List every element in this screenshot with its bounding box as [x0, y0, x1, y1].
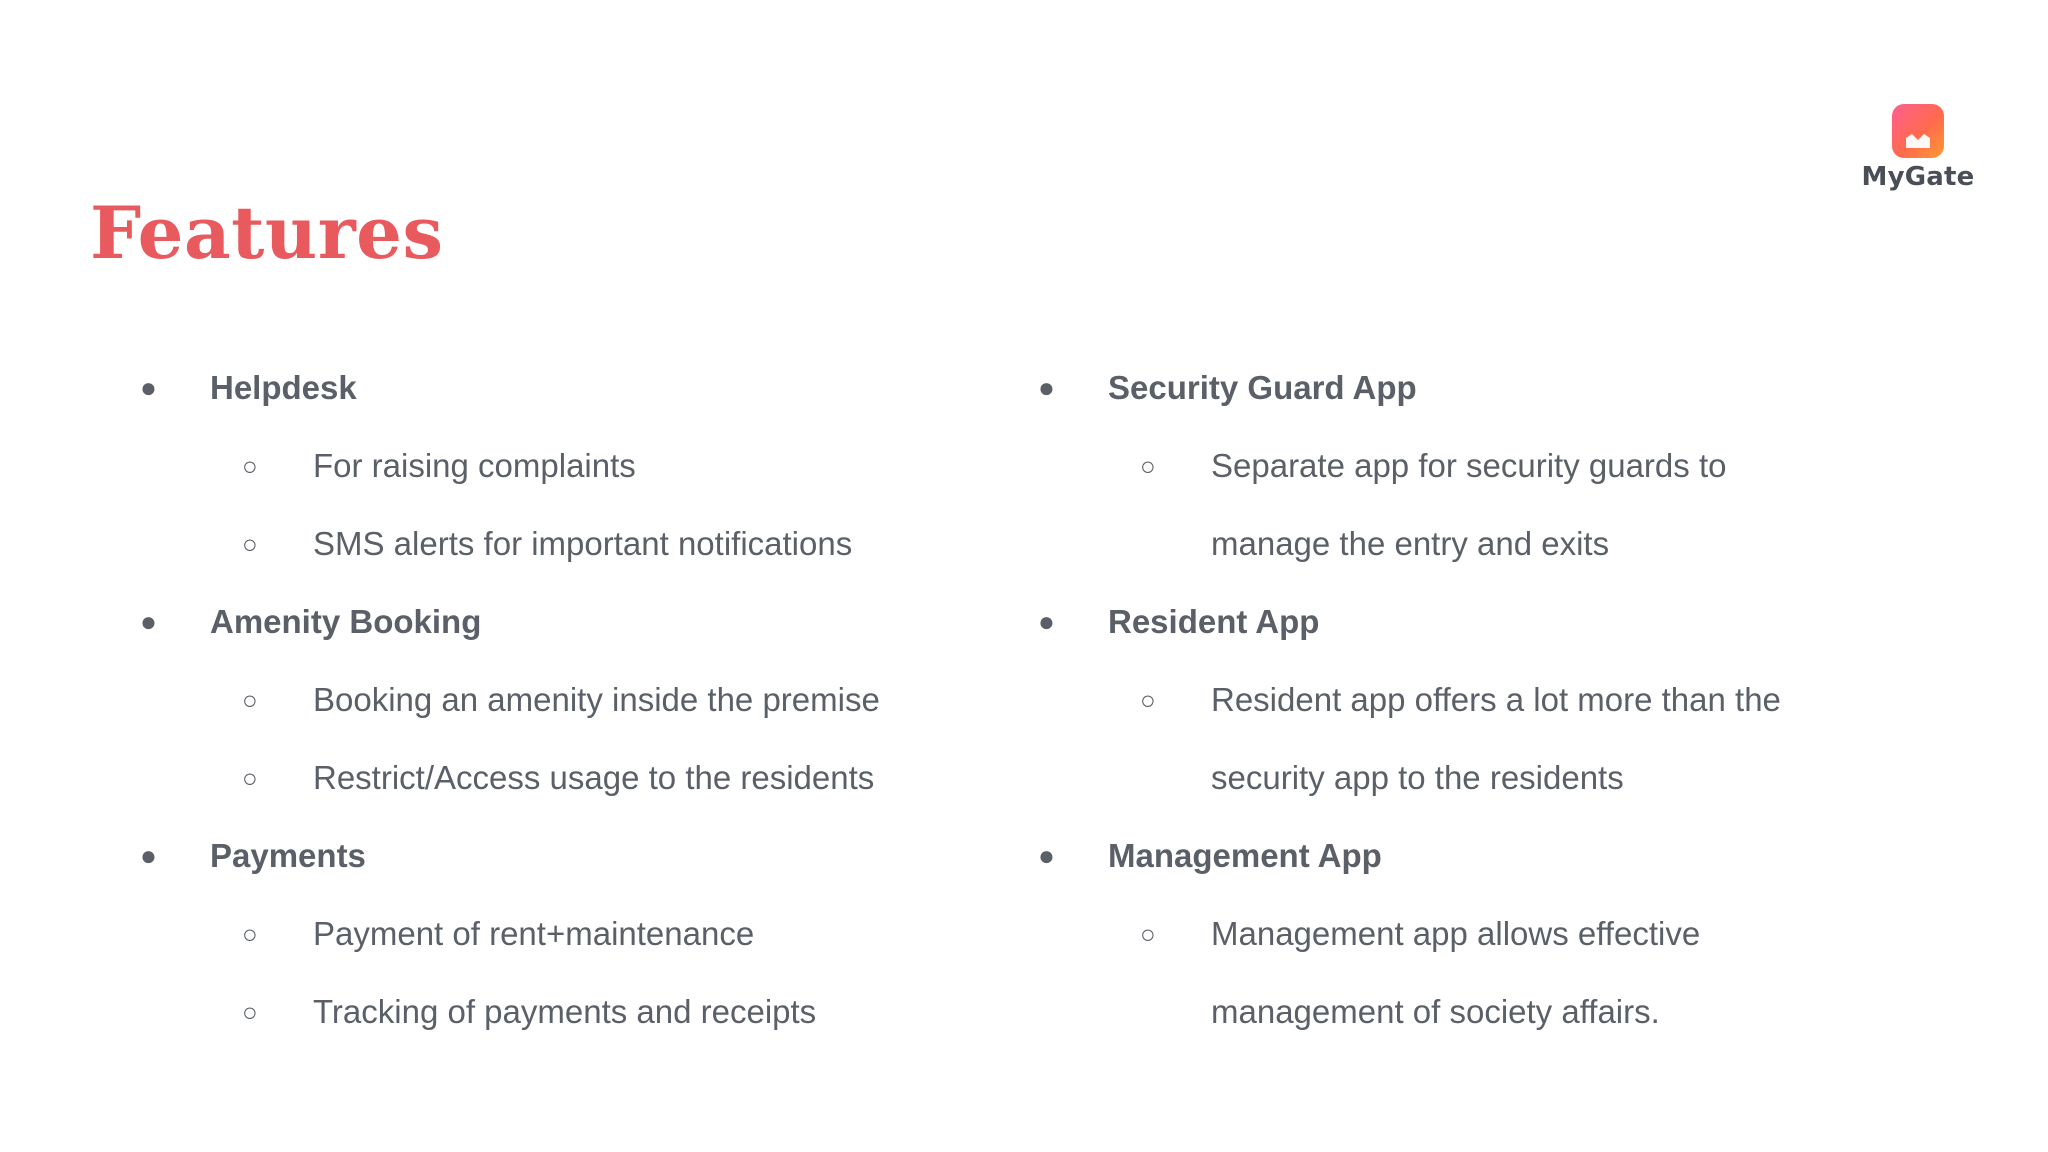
bullet-icon: ●: [140, 372, 157, 403]
feature-heading: Helpdesk: [210, 369, 357, 406]
list-subitem-continuation: [1038, 739, 1878, 817]
bullet-icon: ●: [1038, 606, 1055, 637]
feature-heading: Security Guard App: [1108, 369, 1417, 406]
feature-detail: Management app allows effective: [1211, 915, 1701, 952]
list-subitem: [1038, 895, 1878, 973]
slide-title: Features: [90, 190, 444, 275]
mygate-logo: [1858, 104, 1978, 192]
feature-detail: Booking an amenity inside the premise: [313, 681, 880, 718]
list-subitem: [140, 505, 980, 583]
list-item: [1038, 349, 1878, 427]
sub-bullet-icon: ○: [242, 529, 258, 559]
sub-bullet-icon: ○: [242, 685, 258, 715]
sub-bullet-icon: ○: [1140, 685, 1156, 715]
bullet-icon: ●: [140, 606, 157, 637]
features-right-list: [1038, 349, 1878, 1051]
list-subitem-continuation: [1038, 505, 1878, 583]
feature-detail: management of society affairs.: [1211, 993, 1660, 1030]
list-subitem: [140, 427, 980, 505]
list-subitem: [140, 661, 980, 739]
list-item: [140, 349, 980, 427]
sub-bullet-icon: ○: [242, 451, 258, 481]
feature-detail: For raising complaints: [313, 447, 636, 484]
feature-detail: manage the entry and exits: [1211, 525, 1610, 562]
feature-heading: Amenity Booking: [210, 603, 482, 640]
sub-bullet-icon: ○: [242, 919, 258, 949]
sub-bullet-icon: ○: [242, 997, 258, 1027]
feature-detail: Separate app for security guards to: [1211, 447, 1727, 484]
list-subitem: [140, 973, 980, 1051]
feature-heading: Payments: [210, 837, 366, 874]
mygate-logo-icon: [1892, 104, 1944, 158]
list-item: [1038, 583, 1878, 661]
feature-heading: Resident App: [1108, 603, 1320, 640]
list-item: [140, 583, 980, 661]
list-subitem: [140, 739, 980, 817]
feature-detail: SMS alerts for important notifications: [313, 525, 853, 562]
list-subitem: [140, 895, 980, 973]
feature-heading: Management App: [1108, 837, 1382, 874]
list-subitem: [1038, 661, 1878, 739]
sub-bullet-icon: ○: [242, 763, 258, 793]
feature-detail: Resident app offers a lot more than the: [1211, 681, 1781, 718]
feature-detail: Tracking of payments and receipts: [313, 993, 817, 1030]
bullet-icon: ●: [1038, 840, 1055, 871]
logo-text: MyGate: [1861, 162, 1975, 192]
feature-detail: security app to the residents: [1211, 759, 1624, 796]
sub-bullet-icon: ○: [1140, 919, 1156, 949]
feature-detail: Restrict/Access usage to the residents: [313, 759, 875, 796]
feature-detail: Payment of rent+maintenance: [313, 915, 755, 952]
list-item: [140, 817, 980, 895]
sub-bullet-icon: ○: [1140, 451, 1156, 481]
bullet-icon: ●: [140, 840, 157, 871]
bullet-icon: ●: [1038, 372, 1055, 403]
features-left-list: [140, 349, 980, 1051]
list-item: [1038, 817, 1878, 895]
list-subitem: [1038, 427, 1878, 505]
list-subitem-continuation: [1038, 973, 1878, 1051]
